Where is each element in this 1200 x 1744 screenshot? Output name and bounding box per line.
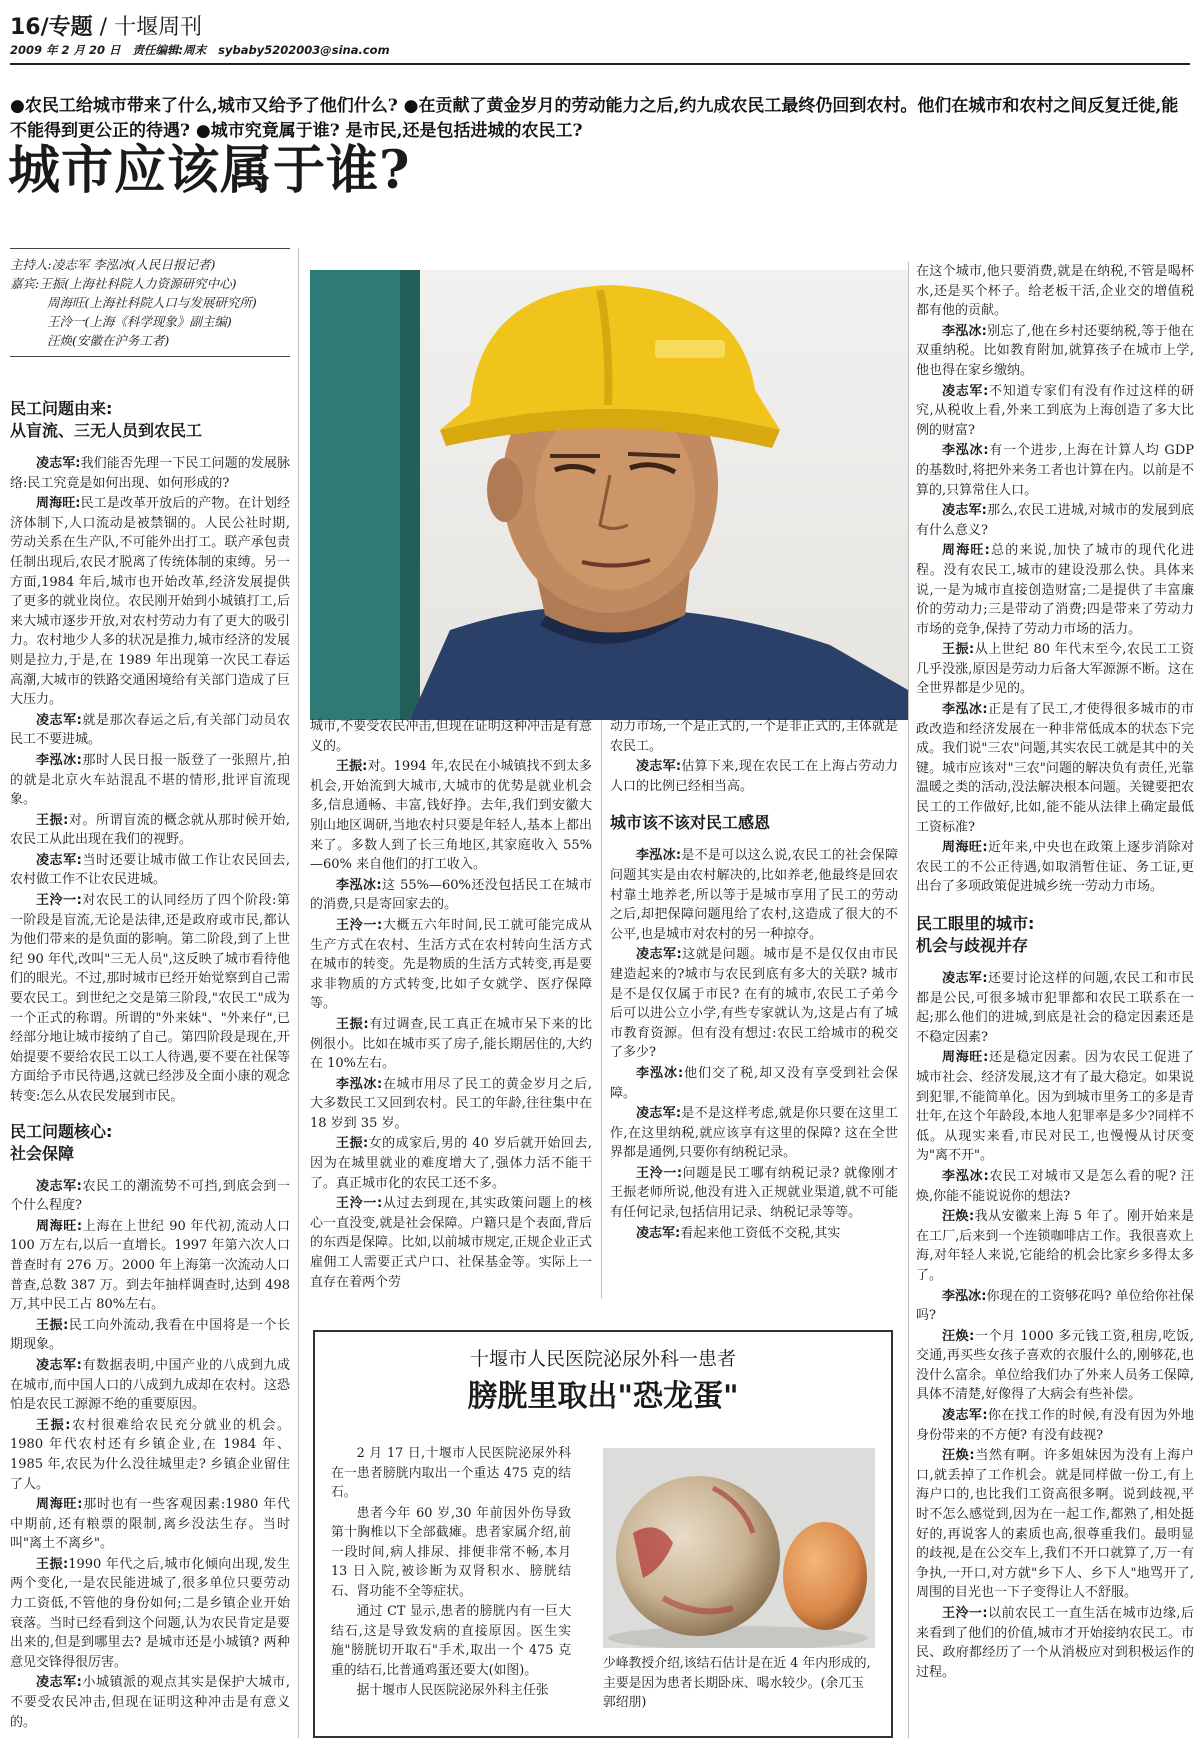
news-title: 膀胱里取出"恐龙蛋" (467, 1379, 739, 1414)
dialogue-paragraph (10, 1356, 290, 1415)
dialogue-paragraph (916, 322, 1194, 381)
section-title-gratitude: 城市该不该对民工感恩 (610, 813, 771, 833)
section-name: 专题 (48, 15, 93, 40)
dialogue-text: 是不是这样考虑,就是你只要在这里工作,在这里纳税,就应该享有这里的保障? 这在全世界都是通例,只要你有纳税记录。 (610, 1106, 898, 1161)
column-2 (310, 717, 592, 1302)
dialogue-text: 有数据表明,中国产业的八成到九成在城市,而中国人口的八成到九成却在农村。这恐怕是农民工源源不绝的重要原因。 (10, 1357, 290, 1413)
dialogue-paragraph (916, 969, 1194, 1047)
speaker-name: 凌志军: (636, 1225, 681, 1241)
dialogue-paragraph (916, 1406, 1194, 1445)
bladder-stone-icon (603, 1448, 875, 1648)
speaker-name: 王振: (942, 642, 975, 658)
photo-caption: 少峰教授介绍,该结石估计是在近 4 年内形成的,主要是因为患者长期卧床、喝水较少。(余兀玉 郭绍朋) (603, 1656, 871, 1710)
participant-host: 主持人:凌志军 李泓冰(人民日报记者) (10, 257, 216, 272)
dialogue-text: 上海在上世纪 90 年代初,流动人口 100 万左右,以后一直增长。1997 年第六次人口普查时有 276 万。2000 年上海第一次流动人口普查,总数 387 万。到去年抽样调查时,达到 498 万,其中民工占 80%左右。 (10, 1218, 290, 1313)
dialogue-text: 不知道专家们有没有作过这样的研究,从税收上看,外来工到底为上海创造了多大比例的财富? (916, 383, 1194, 438)
dialogue-paragraph (916, 1446, 1194, 1603)
dialogue-paragraph (916, 501, 1194, 540)
speaker-name: 凌志军: (36, 1357, 82, 1373)
section-title-core: 民工问题核心: 社会保障 (10, 1121, 113, 1163)
dialogue-paragraph (10, 851, 290, 890)
dialogue-paragraph (610, 1224, 898, 1244)
speaker-name: 周海旺: (942, 543, 990, 559)
dialogue-paragraph (916, 441, 1194, 500)
publication-name: 十堰周刊 (114, 15, 203, 40)
news-paragraph: 据十堰市人民医院泌尿外科主任张 (356, 1683, 549, 1698)
speaker-name: 李泓冰: (636, 848, 682, 864)
editor-email: sybaby5202003@sina.com (218, 43, 390, 57)
speaker-name: 王振: (36, 1556, 69, 1572)
speaker-name: 凌志军: (36, 852, 82, 868)
dialogue-text: 总的来说,加快了城市的现代化进程。没有农民工,城市的建设没那么快。具体来说,一是为城市直接创造财富;二是提供了丰富廉价的劳动力;三是带动了消费;四是带来了劳动力市场的竞争,保持了劳动力市场的活力。 (916, 543, 1194, 637)
dialogue-text: 正是有了民工,才使得很多城市的市政改造和经济发展在一种非常低成本的状态下完成。我们说"三农"问题,其实农民工就是其中的关键。城市应该对"三农"问题的解决负有责任,光靠温暖之类的活动,没法解决根本问题。关键要把农民工的工作做好,比如,能不能从法律上确定最低工资标准? (916, 702, 1194, 835)
dialogue-text: 1990 年代之后,城市化倾向出现,发生两个变化,一是农民能进城了,很多单位只要劳动力工资低,不管他的身份如何;二是乡镇企业开始衰落。当时已经看到这个问题,认为农民肯定是要出来的,但是到哪里去? 是城市还是小城镇? 两种意见交锋得很厉害。 (10, 1556, 290, 1670)
dialogue-text: 农民工的潮流势不可挡,到底会到一个什么程度? (10, 1178, 290, 1214)
dialogue-paragraph (610, 1064, 898, 1103)
speaker-name: 凌志军: (636, 759, 682, 775)
speaker-name: 周海旺: (942, 1050, 989, 1066)
dialogue-text: 那时人民日报一版登了一张照片,拍的就是北京火车站混乱不堪的情形,批评盲流现象。 (10, 752, 290, 808)
speaker-name: 凌志军: (636, 1106, 682, 1122)
news-box (313, 1330, 893, 1738)
section-title-origin: 民工问题由来: 从盲流、三无人员到农民工 (10, 399, 203, 440)
speaker-name: 李泓冰: (36, 752, 82, 768)
header-meta (10, 42, 390, 58)
column-4-part-b (916, 969, 1194, 1682)
speaker-name: 凌志军: (36, 456, 81, 471)
participants-box (10, 248, 290, 357)
column-1-part-a (10, 454, 290, 1107)
headline: 城市应该属于谁? (8, 140, 411, 201)
section-title-city: 民工眼里的城市: 机会与歧视并存 (916, 914, 1035, 955)
dialogue-text: 估算下来,现在农民工在上海占劳动力人口的比例已经相当高。 (610, 759, 898, 794)
column-divider-2 (601, 720, 602, 1298)
speaker-name: 王泠一: (336, 917, 383, 933)
dialogue-paragraph (610, 1164, 898, 1223)
speaker-name: 王泠一: (942, 1606, 988, 1621)
speaker-name: 凌志军: (942, 503, 987, 519)
dialogue-text: 城市,不要受农民冲击,但现在证明这种冲击是有意义的。 (310, 719, 592, 754)
dialogue-paragraph (310, 1194, 592, 1292)
column-4-part-a (916, 262, 1194, 897)
speaker-name: 王泠一: (36, 893, 82, 909)
dialogue-text: 民工是改革开放后的产物。在计划经济体制下,人口流动是被禁锢的。人民公社时期,劳动关系在生产队,不可能外出打工。联产承包责任制出现后,农民才脱离了传统体制的束缚。另一方面,1984 年后,城市也开始改革,经济发展提供了更多的就业岗位。农民刚开始到小城镇打工,后来大城市逐步开放,对农村劳动力有了更大的吸引力。农村地少人多的状况是推力,城市经济的发展则是拉力,于是,在 1989 年出现第一次民工春运高潮,大城市的铁路交通困境给有关部门造成了巨大压力。 (10, 496, 290, 708)
dialogue-text: 女的成家后,男的 40 岁后就开始回去,因为在城里就业的难度增大了,强体力活不能干了。真正城市化的农民工还不多。 (310, 1136, 592, 1191)
dialogue-text: 从上世纪 80 年代末至今,农民工工资几乎没涨,原因是劳动力后备大军源源不断。这在全世界都是少见的。 (916, 642, 1194, 697)
dialogue-paragraph (10, 1217, 290, 1315)
dialogue-paragraph (916, 640, 1194, 699)
dialogue-text: 我们能否先理一下民工问题的发展脉络:民工究竟是如何出现、如何形成的? (10, 456, 290, 491)
dialogue-paragraph (916, 1287, 1194, 1326)
news-paragraph: 患者今年 60 岁,30 年前因外伤导致第十胸椎以下全部截瘫。患者家属介绍,前一段时间,病人排尿、排便非常不畅,本月 13 日入院,被诊断为双肾积水、膀胱结石、肾功能不全等症状。 (331, 1505, 571, 1599)
speaker-name: 凌志军: (942, 383, 989, 399)
speaker-name: 王振: (36, 1417, 71, 1433)
lead-summary: ●农民工给城市带来了什么,城市又给予了他们什么? ●在贡献了黄金岁月的劳动能力之后,约九成农民工最终仍回到农村。他们在城市和农村之间反复迁徙,能不能得到更公正的待遇? ●城市究竟属于谁? 是市民,还是包括进城的农民工? (10, 96, 1179, 141)
dialogue-paragraph (310, 1075, 592, 1134)
column-divider-1 (298, 248, 299, 1738)
dialogue-text: 还要讨论这样的问题,农民工和市民都是公民,可很多城市犯罪都和农民工联系在一起;那么他们的进城,到底是社会的稳定因素还是不稳定因素? (916, 971, 1194, 1045)
dialogue-paragraph (916, 1048, 1194, 1166)
editor-label: 责任编辑: (132, 43, 184, 57)
speaker-name: 王振: (336, 1136, 369, 1152)
worker-photo (310, 270, 908, 720)
dialogue-text: 当时还要让城市做工作让农民回去,农村做工作不让农民进城。 (10, 852, 290, 888)
speaker-name: 凌志军: (636, 947, 682, 963)
dialogue-text: 大概五六年时间,民工就可能完成从生产方式在农村、生活方式在农村转向生活方式在城市的转变。先是物质的生活方式转变,再是要求非物质的方式转变,比如子女就学、医疗保障等。 (310, 917, 592, 1012)
dialogue-text: 这就是问题。城市是不是仅仅由市民建造起来的?城市与农民到底有多大的关联? 城市是不是仅仅属于市民? 在有的城市,农民工子弟今后可以进公立小学,有些专家就认为,这是占有了城市教育资源。但有没有想过:农民工给城市的税交了多少? (610, 947, 898, 1061)
dialogue-paragraph (10, 811, 290, 850)
speaker-name: 王振: (36, 812, 69, 828)
dialogue-text: 以前农民工一直生活在城市边缘,后来看到了他们的价值,城市才开始接纳农民工。市民、政府都经历了一个从消极应对到积极运作的过程。 (916, 1606, 1194, 1680)
dialogue-paragraph (10, 711, 290, 750)
dialogue-paragraph (10, 1316, 290, 1355)
dialogue-paragraph (916, 700, 1194, 837)
dialogue-paragraph (610, 717, 898, 756)
speaker-name: 李泓冰: (942, 443, 989, 459)
dialogue-text: 看起来他工资低不交税,其实 (680, 1225, 841, 1241)
column-4 (916, 262, 1194, 1742)
dialogue-text: 对农民工的认同经历了四个阶段:第一阶段是盲流,无论是法律,还是政府或市民,都认为他们带来的是负面的影响。第二阶段,到了上世纪 90 年代,改叫"三无人员",这反映了城市看待他们的眼光。不过,那时城市已经开始觉察到自己需要农民工。到世纪之交是第三阶段,"农民工"成为一个正式的称谓。所谓的"外来妹"、"外来仔",已经部分地让城市接纳了自己。第四阶段是现在,开始提要不要给农民工以工人待遇,要不要在社保等方面给予市民待遇,这就已经涉及全面小康的观念转变:怎么从农民发展到市民。 (10, 893, 290, 1104)
dialogue-text: 问题是民工哪有纳税记录? 就像刚才王振老师所说,他没有进入正规就业渠道,就不可能有任何记录,包括信用记录、纳税记录等等。 (610, 1165, 898, 1221)
dialogue-text: 就是那次春运之后,有关部门动员农民工不要进城。 (10, 712, 290, 748)
dialogue-text: 小城镇派的观点其实是保护大城市,不要受农民冲击,但现在证明这种冲击是有意义的。 (10, 1675, 290, 1730)
speaker-name: 王振: (336, 1016, 369, 1032)
worker-figure-icon (310, 270, 908, 720)
speaker-name: 李泓冰: (942, 1288, 987, 1304)
dialogue-paragraph (10, 1495, 290, 1554)
speaker-name: 李泓冰: (942, 323, 987, 339)
dialogue-text: 那时也有一些客观因素:1980 年代中期前,还有粮票的限制,离乡没法生存。当时叫"离土不离乡"。 (10, 1497, 290, 1552)
speaker-name: 凌志军: (942, 1408, 988, 1424)
dialogue-text: 是不是可以这么说,农民工的社会保障问题其实是由农村解决的,比如养老,他最终是回农村靠土地养老,所以等于是城市享用了民工的劳动之后,却把保障问题甩给了农村,这造成了很大的不公平,也是城市对农村的另一种掠夺。 (610, 848, 898, 942)
dialogue-text: 他们交了税,却又没有享受到社会保障。 (610, 1065, 898, 1101)
dialogue-text: 对。所谓盲流的概念就从那时候开始,农民工从此出现在我们的视野。 (10, 812, 290, 848)
speaker-name: 周海旺: (36, 1218, 83, 1234)
dialogue-paragraph (310, 1015, 592, 1074)
dialogue-text: 我从安徽来上海 5 年了。刚开始来是在工厂,后来到一个连锁咖啡店工作。我很喜欢上海,对年轻人来说,它能给的机会比家乡多得太多了。 (916, 1209, 1194, 1283)
dialogue-text: 民工向外流动,我看在中国将是一个长期现象。 (10, 1317, 290, 1353)
stone-photo (603, 1448, 875, 1648)
dialogue-paragraph (610, 945, 898, 1063)
dialogue-paragraph (916, 1167, 1194, 1206)
dialogue-paragraph (310, 717, 592, 756)
dialogue-paragraph (10, 1177, 290, 1216)
dialogue-paragraph (610, 757, 898, 796)
speaker-name: 李泓冰: (336, 877, 382, 893)
dialogue-text: 农民工对城市又是怎么看的呢? 汪焕,你能不能说说你的想法? (916, 1168, 1194, 1204)
dialogue-text: 有一个进步,上海在计算人均 GDP 的基数时,将把外来务工者也计算在内。以前是不算的,只算常住人口。 (916, 443, 1194, 498)
dialogue-text: 在城市用尽了民工的黄金岁月之后,大多数民工又回到农村。民工的年龄,往往集中在 18 岁到 35 岁。 (310, 1076, 592, 1131)
speaker-name: 李泓冰: (942, 1168, 989, 1184)
news-kicker: 十堰市人民医院泌尿外科一患者 (469, 1348, 736, 1370)
dialogue-paragraph (310, 916, 592, 1014)
dialogue-paragraph (916, 382, 1194, 441)
dialogue-paragraph (310, 876, 592, 915)
dialogue-paragraph (10, 891, 290, 1107)
participant-guest-2: 周海旺(上海社科院人口与发展研究所) (47, 295, 257, 310)
dialogue-paragraph (916, 262, 1194, 321)
dialogue-paragraph (916, 1207, 1194, 1285)
speaker-name: 汪焕: (942, 1448, 975, 1464)
page-number: 16/ (10, 15, 49, 40)
dialogue-text: 对。1994 年,农民在小城镇找不到太多机会,开始流到大城市,大城市的优势是就业机会多,信息通畅、丰富,钱好挣。去年,我们到安徽大别山地区调研,当地农村只要是年轻人,基本上都出来了。多数人到了长三角地区,其家庭收入 55%—60% 来自他们的打工收入。 (310, 759, 592, 873)
dialogue-text: 从过去到现在,其实政策问题上的核心一直没变,就是社会保障。户籍只是个表面,背后的东西是保障。比如,以前城市规定,正规企业正式雇佣工人需要正式户口、社保基金等。实际上一直存在着两个劳 (310, 1196, 592, 1290)
dialogue-text: 你现在的工资够花吗? 单位给你社保吗? (916, 1288, 1194, 1324)
speaker-name: 凌志军: (36, 712, 82, 728)
dialogue-text: 在这个城市,他只要消费,就是在纳税,不管是喝杯水,还是买个杯子。给老板干活,企业交的增值税都有他的贡献。 (916, 264, 1194, 319)
speaker-name: 凌志军: (36, 1178, 82, 1194)
speaker-name: 王振: (36, 1317, 69, 1333)
speaker-name: 周海旺: (36, 496, 81, 512)
dialogue-paragraph (916, 838, 1194, 897)
dialogue-text: 近年来,中央也在政策上逐步消除对农民工的不公正待遇,如取消暂住证、务工证,更出台了多项政策促进城乡统一劳动力市场。 (916, 840, 1194, 895)
participant-guest-1: 嘉宾:王振(上海社科院人力资源研究中心) (10, 276, 237, 291)
column-1-part-b (10, 1177, 290, 1733)
speaker-name: 李泓冰: (336, 1076, 383, 1092)
dialogue-text: 那么,农民工进城,对城市的发展到底有什么意义? (916, 503, 1194, 538)
dialogue-paragraph (10, 454, 290, 493)
speaker-name: 汪焕: (942, 1328, 975, 1344)
speaker-name: 凌志军: (36, 1675, 82, 1691)
issue-date: 2009 年 2 月 20 日 (10, 43, 121, 57)
dialogue-paragraph (310, 757, 592, 875)
participant-guest-3: 王泠一(上海《科学现象》副主编) (47, 314, 232, 329)
speaker-name: 周海旺: (36, 1497, 83, 1513)
column-1 (10, 388, 290, 1742)
speaker-name: 王振: (336, 759, 368, 775)
dialogue-paragraph (916, 1327, 1194, 1405)
dialogue-paragraph (10, 1673, 290, 1732)
dialogue-paragraph (10, 494, 290, 710)
dialogue-paragraph (916, 1604, 1194, 1682)
dialogue-text: 当然有啊。许多姐妹因为没有上海户口,就丢掉了工作机会。就是同样做一份工,有上海户口的,也比我们工资高很多啊。说到歧视,平时不怎么感觉到,因为在一起工作,都熟了,相处挺好的,再说客人的素质也高,很尊重我们。最明显的歧视,是在公交车上,我们不开口就算了,万一有争执,一开口,对方就"乡下人、乡下人"地骂开了,周围的目光也一下子变得让人不舒服。 (916, 1448, 1194, 1601)
dialogue-paragraph (916, 541, 1194, 639)
column-divider-3 (908, 262, 909, 1738)
dialogue-text: 还是稳定因素。因为农民工促进了城市社会、经济发展,这才有了最大稳定。如果说到犯罪,不能简单化。因为到城市里务工的多是青壮年,在这个年龄段,本地人犯罪率是多少?同样不低。从现实来看,市民对民工,也慢慢从讨厌变为"离不开"。 (916, 1050, 1194, 1164)
column-3 (610, 717, 898, 1302)
participant-guest-4: 汪焕(安徽在沪务工者) (47, 333, 170, 348)
speaker-name: 李泓冰: (636, 1065, 684, 1081)
speaker-name: 李泓冰: (942, 702, 988, 718)
news-paragraph: 2 月 17 日,十堰市人民医院泌尿外科在一患者膀胱内取出一个重达 475 克的结石。 (331, 1446, 571, 1500)
dialogue-text: 一个月 1000 多元钱工资,租房,吃饭,交通,再买些女孩子喜欢的衣服什么的,刚够花,也没什么富余。单位给我们办了外来人员务工保障,具体不清楚,好像得了大病会有些补偿。 (916, 1328, 1194, 1403)
speaker-name: 汪焕: (942, 1209, 975, 1225)
dialogue-text: 你在找工作的时候,有没有因为外地身份带来的不方便? 有没有歧视? (916, 1408, 1194, 1443)
dialogue-text: 别忘了,他在乡村还要纳税,等于他在双重纳税。比如教育附加,就算孩子在城市上学,他也得在家乡缴纳。 (916, 323, 1194, 378)
speaker-name: 王泠一: (636, 1165, 683, 1181)
editor-name: 周末 (183, 43, 207, 57)
dialogue-paragraph (10, 751, 290, 810)
header-rule (10, 63, 1190, 65)
news-body (331, 1444, 571, 1734)
speaker-name: 王泠一: (336, 1196, 383, 1212)
page-header: 16/专题 / 十堰周刊 2009 年 2 月 20 日 责任编辑:周末 sybaby5202003@sina.com (10, 15, 390, 57)
speaker-name: 凌志军: (942, 971, 988, 986)
dialogue-paragraph (10, 1416, 290, 1494)
news-paragraph: 通过 CT 显示,患者的膀胱内有一巨大结石,这是导致发病的直接原因。医生实施"膀胱切开取石"手术,取出一个 475 克重的结石,比普通鸡蛋还要大(如图)。 (331, 1604, 571, 1678)
dialogue-paragraph (610, 846, 898, 944)
dialogue-text: 这 55%—60%还没包括民工在城市的消费,只是寄回家去的。 (310, 877, 592, 913)
speaker-name: 周海旺: (942, 840, 988, 856)
dialogue-text: 有过调查,民工真正在城市呆下来的比例很小。比如在城市买了房子,能长期居住的,大约在 10%左右。 (310, 1016, 592, 1072)
dialogue-paragraph (10, 1555, 290, 1673)
dialogue-paragraph (610, 1104, 898, 1163)
dialogue-text: 动力市场,一个是正式的,一个是非正式的,主体就是农民工。 (610, 719, 898, 754)
dialogue-text: 农村很难给农民充分就业的机会。1980 年代农村还有乡镇企业,在 1984 年、1985 年,农民为什么没往城里走? 乡镇企业留住了人。 (10, 1417, 290, 1492)
dialogue-paragraph (310, 1134, 592, 1193)
